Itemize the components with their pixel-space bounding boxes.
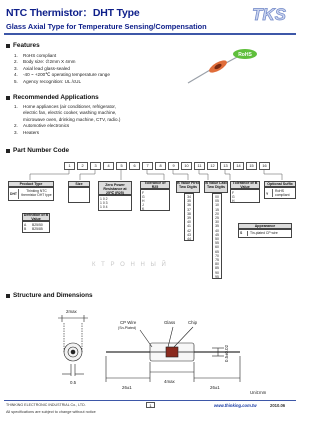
tolerance-r25-header: Tolerance of R25	[140, 181, 170, 189]
table-row: 00	[215, 195, 219, 199]
table-row: 39	[187, 216, 191, 221]
definition-b-cell	[22, 221, 50, 233]
product-type-header: Product Type	[8, 181, 54, 187]
optional-suffix-header: Optional Suffix	[264, 181, 296, 187]
table-row: G	[142, 195, 145, 199]
bullet-square-icon	[6, 44, 10, 48]
applications-heading: Recommended Applications	[6, 94, 99, 101]
page-number: 1	[146, 402, 155, 408]
table-row: 1 0 2	[100, 197, 108, 201]
table-row: 43	[187, 232, 191, 237]
footer-company: THINKING ELECTRONIC INDUSTRIAL Co., LTD.	[6, 403, 86, 407]
list-item: 2. Body size: ∅2mm X 4mm	[14, 59, 76, 65]
unit-label: Unit:mm	[250, 390, 267, 395]
table-row: 95	[215, 274, 219, 279]
position-box: 12	[207, 162, 218, 170]
bullet-square-icon	[6, 294, 10, 298]
table-row: 34	[187, 195, 191, 199]
position-box: 9	[168, 162, 179, 170]
cp-wire-label: CP Wire	[120, 320, 137, 325]
list-item: 3. Axial lead glass-sealed	[14, 65, 70, 71]
optional-suffix-cell	[264, 187, 296, 199]
dim-lead-dia-label: 0.5	[70, 380, 77, 385]
table-row: 05	[215, 199, 219, 204]
list-item: 4. -40 ~ +200℃ operating temperature range	[14, 72, 110, 78]
table-row: J	[142, 203, 144, 207]
zero-power-header: Zero Power Resistance at 25℃ (R25)	[98, 181, 132, 195]
appearance-code: S	[240, 231, 248, 236]
position-box: 2	[77, 162, 88, 170]
table-row: 41	[187, 224, 191, 229]
dim-lead-label: 0.5±0.02	[224, 344, 229, 362]
list-item: 1. Home appliances (air conditioner, refrigerator,	[14, 104, 116, 109]
table-row: A B25/50	[24, 223, 43, 227]
dim-right-length-label: 26±1	[210, 385, 220, 390]
footer-note: All specifications are subject to change without notice	[6, 410, 96, 414]
position-box: 7	[142, 162, 153, 170]
table-row: F	[142, 191, 145, 195]
position-box: 13	[220, 162, 231, 170]
table-row: 90	[215, 270, 219, 275]
table-row: 35	[187, 199, 191, 204]
list-item: electric fan, electric cooker, washing machine,	[23, 110, 117, 116]
position-box: 14	[233, 162, 244, 170]
list-item: 5. Agency recognition: UL /cUL	[14, 78, 82, 84]
table-row: 42	[187, 228, 191, 233]
b-value-first-header: B Value First Two Digits	[176, 181, 200, 193]
table-row: 60	[215, 245, 219, 250]
table-row: 35	[215, 224, 219, 229]
position-box: 3	[90, 162, 101, 170]
table-row: 80	[215, 262, 219, 267]
position-box: 5	[116, 162, 127, 170]
glass-label: Glass	[164, 320, 176, 325]
header-rule	[4, 33, 296, 35]
page-title: NTC Thermistor：DHT Type	[6, 7, 140, 19]
table-row: 44	[187, 237, 191, 242]
product-type-code: DHT	[10, 189, 19, 199]
watermark: К Т Р О Н Н Ы Й	[92, 262, 168, 268]
b-value-last-header: B Value Last Two Digits	[204, 181, 228, 193]
dim-body-length-label: 4max	[164, 379, 175, 384]
bullet-square-icon	[6, 149, 10, 153]
optional-suffix-code: Y	[266, 189, 273, 197]
features-heading: Features	[6, 42, 40, 49]
table-row: 36	[187, 203, 191, 208]
table-row: 30	[215, 220, 219, 225]
table-row: B B25/85	[24, 227, 43, 231]
size-cell	[68, 187, 90, 203]
table-row: F	[232, 191, 235, 195]
table-row: 1 0 3	[100, 201, 108, 205]
optional-suffix-desc: RoHS compliant	[275, 189, 290, 197]
table-row: G	[232, 195, 235, 199]
appearance-header: Appearance	[238, 223, 292, 229]
table-row: 40	[215, 228, 219, 233]
b-value-last-cell	[212, 193, 222, 279]
b-value-first-cell	[184, 193, 194, 241]
table-row: H	[142, 199, 145, 203]
table-row: 70	[215, 253, 219, 258]
position-box: 10	[181, 162, 192, 170]
cp-wire-sub-label: (Sn-Plated)	[118, 326, 137, 330]
part-number-heading: Part Number Code	[6, 147, 69, 154]
table-row: 10	[215, 203, 219, 208]
rohs-badge-icon	[232, 48, 258, 60]
table-row: 25	[215, 216, 219, 221]
table-row: 37	[187, 207, 191, 212]
page-subtitle: Glass Axial Type for Temperature Sensing/Compensation	[6, 22, 207, 31]
position-box: 16	[259, 162, 270, 170]
tolerance-b-header: Tolerance of B Value	[230, 181, 260, 189]
size-header: Size	[68, 181, 90, 187]
footer-date: 2010.06	[270, 403, 286, 408]
definition-b-header: Definition of B Value	[23, 213, 49, 221]
product-type-cell	[8, 187, 54, 201]
features-list	[14, 53, 110, 85]
table-row: 38	[187, 211, 191, 216]
structure-heading: Structure and Dimensions	[6, 292, 93, 299]
list-item: 3. Heaters	[14, 129, 40, 135]
website-link[interactable]: www.thinking.com.tw	[214, 403, 257, 408]
position-box: 1	[64, 162, 75, 170]
position-box: 15	[246, 162, 257, 170]
list-item: 2. Automotive electronics	[14, 123, 70, 129]
table-row: 75	[215, 258, 219, 263]
tolerance-b-cell	[230, 189, 260, 203]
table-row: K	[142, 207, 145, 211]
appearance-cell	[238, 229, 292, 238]
list-item: microwave oven, drinking machine, CTV, radio.)	[23, 116, 121, 122]
position-box: 6	[129, 162, 140, 170]
table-row: 55	[215, 241, 219, 246]
table-row: 65	[215, 249, 219, 254]
table-row: 40	[187, 220, 191, 225]
bullet-square-icon	[6, 96, 10, 100]
table-row: 20	[215, 211, 219, 216]
position-box: 4	[103, 162, 114, 170]
appearance-desc: Tin-plated CP wire	[250, 231, 278, 235]
company-logo	[248, 2, 296, 26]
table-row: 1 0 4	[100, 205, 108, 209]
table-row: 15	[215, 207, 219, 212]
table-row: 50	[215, 237, 219, 242]
table-row: 45	[215, 232, 219, 237]
svg-text:RoHS: RoHS	[238, 52, 252, 58]
dim-diameter-label: 2max	[66, 309, 77, 314]
position-box: 11	[194, 162, 205, 170]
list-item: 1. RoHS compliant	[14, 53, 57, 58]
product-type-desc: Thinking NTC thermistor DHT type	[21, 189, 52, 197]
applications-list	[14, 104, 120, 136]
tolerance-r25-cell	[140, 189, 170, 211]
footer-rule	[4, 400, 296, 401]
position-box: 8	[155, 162, 166, 170]
zero-power-cell	[98, 195, 132, 211]
structure-diagram	[0, 300, 300, 398]
chip-label: Chip	[188, 320, 198, 325]
svg-text:TKS: TKS	[252, 5, 286, 24]
table-row: H	[232, 199, 235, 203]
dim-left-length-label: 26±1	[122, 385, 132, 390]
table-row: 85	[215, 266, 219, 271]
